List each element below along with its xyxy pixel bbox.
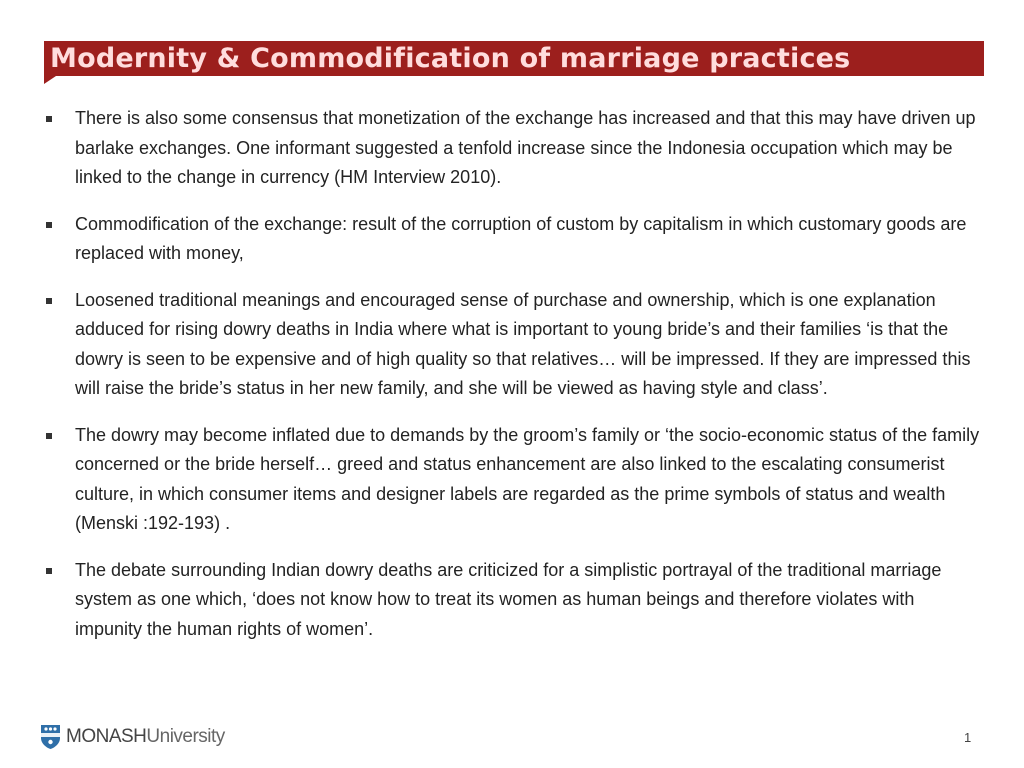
logo-word-university: University (146, 726, 225, 747)
logo-word-monash: MONASH (66, 726, 147, 747)
bullet-item (44, 104, 984, 193)
title-bar-tail (44, 76, 56, 84)
square-bullet-icon (46, 568, 52, 574)
bullet-text: Commodification of the exchange: result of the corruption of custom by capitalism in which customary goods are replaced with money, (75, 213, 967, 263)
slide-title: Modernity & Commodification of marriage practices (50, 43, 851, 74)
square-bullet-icon (46, 116, 52, 122)
page-number: 1 (964, 730, 972, 745)
bullet-item (44, 421, 984, 539)
monash-logo (40, 723, 225, 751)
square-bullet-icon (46, 222, 52, 228)
square-bullet-icon (46, 298, 52, 304)
bullet-list (44, 104, 984, 661)
bullet-item (44, 210, 984, 269)
bullet-text: Loosened traditional meanings and encouraged sense of purchase and ownership, which is one explanation adduced for rising dowry deaths in India where what is important to young bride’s and their families ‘is that the dowry is seen to be expensive and of high quality so that relatives… will be impressed. If they are impressed this will raise the bride’s status in her new family, and she will be viewed as having style and class’. (75, 289, 971, 398)
bullet-text: The dowry may become inflated due to demands by the groom’s family or ‘the socio-economic status of the family concerned or the bride herself… greed and status enhancement are also linked to the escalating consumerist culture, in which consumer items and designer labels are regarded as the prime symbols of status and wealth (Menski :192-193) . (75, 424, 980, 533)
crest-icon (40, 724, 61, 750)
square-bullet-icon (46, 433, 52, 439)
bullet-item (44, 556, 984, 645)
bullet-text: There is also some consensus that monetization of the exchange has increased and that this may have driven up barlake exchanges. One informant suggested a tenfold increase since the Indonesia occupation which may be linked to the change in currency (HM Interview 2010). (75, 108, 976, 187)
bullet-item (44, 286, 984, 404)
bullet-text: The debate surrounding Indian dowry deaths are criticized for a simplistic portrayal of the traditional marriage system as one which, ‘does not know how to treat its women as human beings and therefore violates with impunity the human rights of women’. (75, 559, 942, 639)
